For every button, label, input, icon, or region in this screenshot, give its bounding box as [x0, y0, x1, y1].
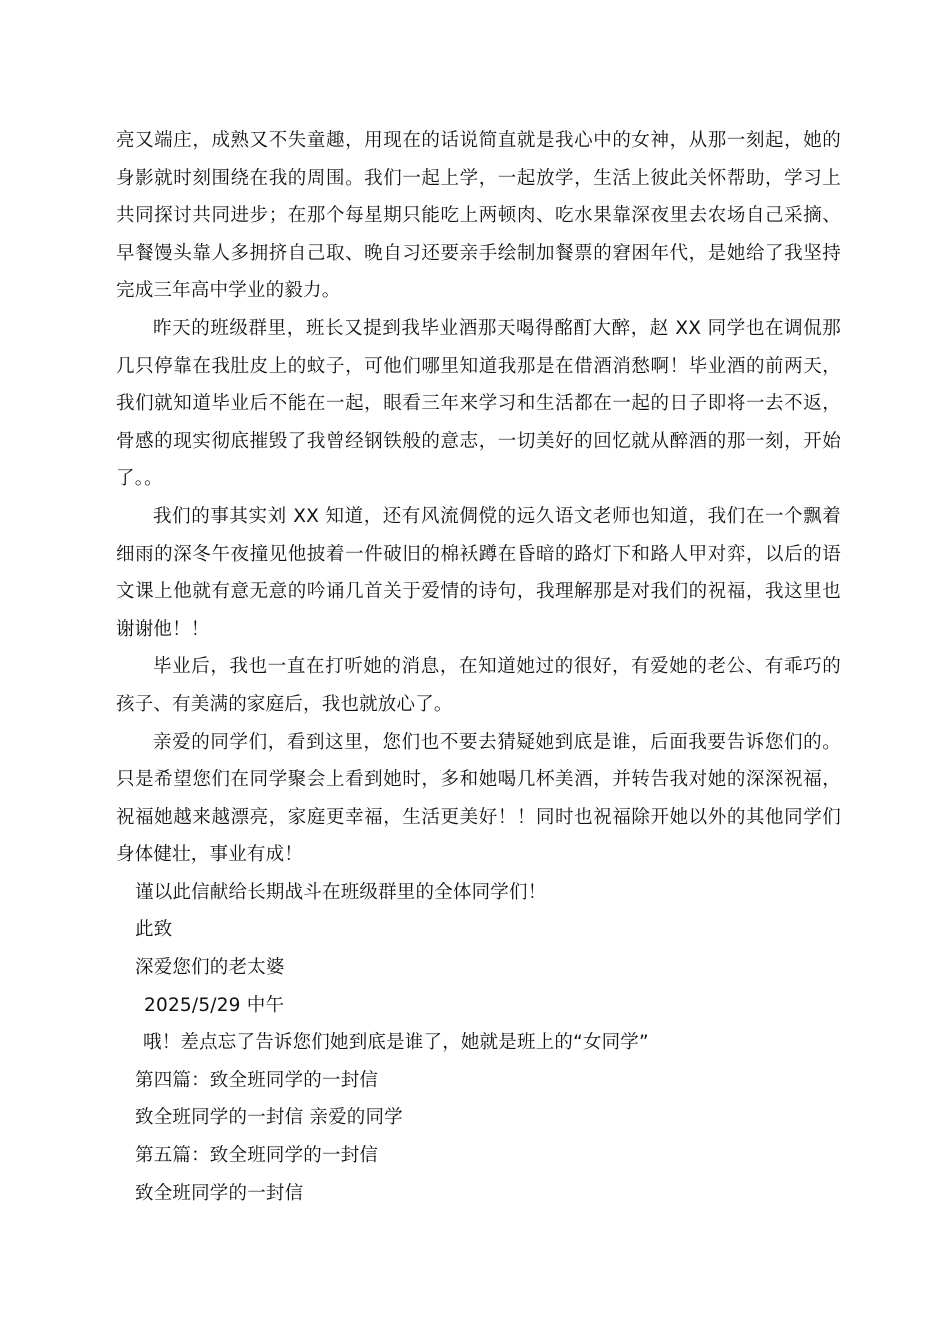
dedication-line: 谨以此信献给长期战斗在班级群里的全体同学们！	[135, 881, 547, 903]
paragraph-5: 亲爱的同学们，看到这里，您们也不要去猜疑她到底是谁，后面我要告诉您们的。只是希望您们在同学聚会上看到她时，多和她喝几杯美酒，并转告我对她的深深祝福，祝福她越来越漂亮，家庭更幸福，生活更美好！！同时也祝福除开她以外的其他同学们身体健壮，事业有成！	[116, 731, 841, 866]
letter-body	[116, 122, 841, 1212]
section-heading-4: 第四篇：致全班同学的一封信	[135, 1069, 379, 1091]
paragraph-1: 亮又端庄，成熟又不失童趣，用现在的话说简直就是我心中的女神，从那一刻起，她的身影就时刻围绕在我的周围。我们一起上学，一起放学，生活上彼此关怀帮助，学习上共同探讨共同进步；在那个每星期只能吃上两顿肉、吃水果靠深夜里去农场自己采摘、早餐馒头靠人多拥挤自己取、晚自习还要亲手绘制加餐票的窘困年代，是她给了我坚持完成三年高中学业的毅力。	[116, 130, 841, 302]
paragraph-2: 昨天的班级群里，班长又提到我毕业酒那天喝得酩酊大醉，赵 XX 同学也在调侃那几只停靠在我肚皮上的蚊子，可他们哪里知道我那是在借酒消愁啊！毕业酒的前两天，我们就知道毕业后不能在一起，眼看三年来学习和生活都在一起的日子即将一去不返，骨感的现实彻底摧毁了我曾经钢铁般的意志，一切美好的回忆就从醉酒的那一刻，开始了。。	[116, 317, 841, 490]
section-heading-5: 第五篇：致全班同学的一封信	[135, 1145, 379, 1167]
date-line: 2025/5/29 中午	[144, 994, 285, 1016]
section-subheading-5: 致全班同学的一封信	[135, 1182, 304, 1204]
postscript-line: 哦！差点忘了告诉您们她到底是谁了，她就是班上的“女同学”	[143, 1032, 649, 1054]
section-subheading-4: 致全班同学的一封信 亲爱的同学	[135, 1107, 403, 1129]
signature-line: 深爱您们的老太婆	[135, 957, 285, 979]
paragraph-4: 毕业后，我也一直在打听她的消息，在知道她过的很好，有爱她的老公、有乖巧的孩子、有美满的家庭后，我也就放心了。	[116, 656, 841, 715]
closing-line: 此致	[135, 919, 173, 941]
paragraph-3: 我们的事其实刘 XX 知道，还有风流倜傥的远久语文老师也知道，我们在一个飘着细雨的深冬午夜撞见他披着一件破旧的棉袄蹲在昏暗的路灯下和路人甲对弈，以后的语文课上他就有意无意的吟诵几首关于爱情的诗句，我理解那是对我们的祝福，我这里也谢谢他！！	[116, 505, 841, 640]
